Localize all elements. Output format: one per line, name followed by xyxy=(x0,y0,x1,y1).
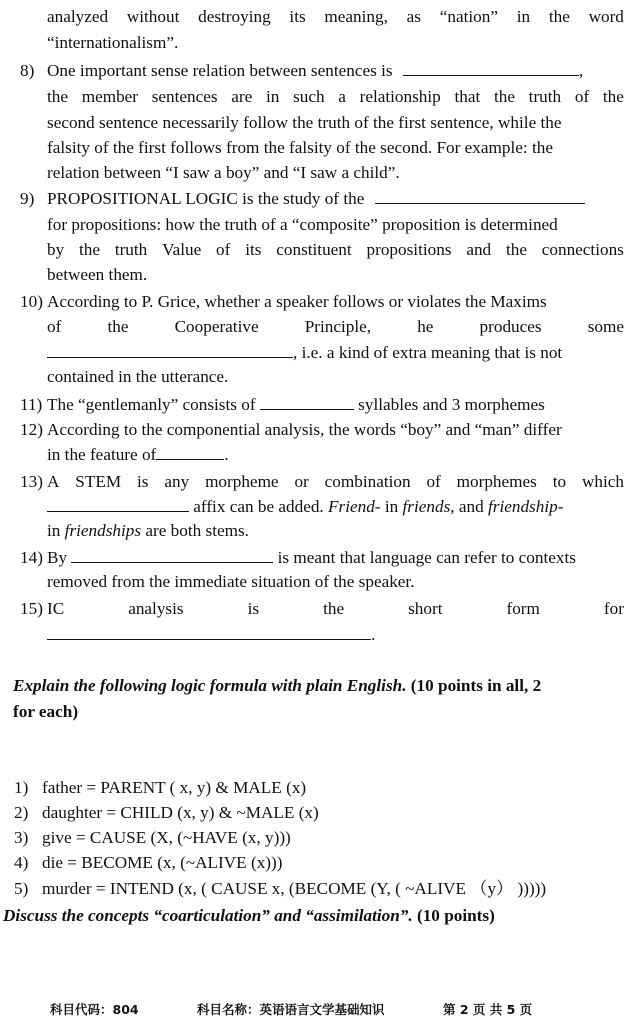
q8-line4: falsity of the first follows from the falsity of the second. For example: the xyxy=(47,138,553,157)
q14-answer-blank[interactable] xyxy=(71,545,273,563)
word: sentences xyxy=(151,87,218,106)
word: to xyxy=(552,472,567,491)
word: the xyxy=(602,87,624,106)
q8-line1 xyxy=(47,58,583,83)
q7-line1 xyxy=(47,4,624,29)
q13-text-a: affix can be added. xyxy=(193,497,324,516)
q9-number: 9) xyxy=(20,189,35,208)
q11-suffix: syllables and 3 morphemes xyxy=(358,395,545,414)
logic-item-number: 2) xyxy=(14,803,29,822)
q14-number: 14) xyxy=(20,548,43,567)
q14-suffix: is meant that language can refer to contexts xyxy=(277,548,576,567)
word: morphemes xyxy=(456,472,537,491)
q13-line2 xyxy=(47,494,563,519)
word: morpheme xyxy=(205,472,279,491)
q9-line3 xyxy=(47,237,624,262)
q11-line1 xyxy=(47,392,545,417)
word: Value xyxy=(162,240,202,259)
word: in xyxy=(516,7,531,26)
word: of xyxy=(574,87,590,106)
word: such xyxy=(293,87,325,106)
q12-line2 xyxy=(47,442,229,467)
q9-line4: between them. xyxy=(47,265,148,284)
word: of xyxy=(216,240,231,259)
word: its xyxy=(289,7,306,26)
q8-answer-blank[interactable] xyxy=(403,58,579,76)
q13-text-stems: are both stems. xyxy=(145,521,249,540)
q13-line1 xyxy=(47,469,624,494)
logic-heading-points-cont: for each) xyxy=(13,702,79,721)
q8-line3: second sentence necessarily follow the truth of the first sentence, while the xyxy=(47,113,562,132)
word: produces xyxy=(479,317,542,336)
footer-subject-name: 科目名称：英语语言文学基础知识 xyxy=(197,1002,385,1017)
word: by xyxy=(47,240,65,259)
word: analysis xyxy=(128,599,184,618)
q13-text-friends: friends xyxy=(402,497,451,516)
q10-answer-blank[interactable] xyxy=(47,340,293,358)
logic-item-formula: give = CAUSE (X, (~HAVE (x, y))) xyxy=(42,828,291,847)
q8-number: 8) xyxy=(20,61,35,80)
q15-number: 15) xyxy=(20,599,43,618)
footer-page-info: 第 2 页 共 5 页 xyxy=(443,1002,533,1017)
q13-text-friendships: friendships xyxy=(64,521,142,540)
word: Principle, xyxy=(304,317,372,336)
word: the xyxy=(107,317,129,336)
q7-line2: “internationalism”. xyxy=(47,33,179,52)
logic-heading-points: (10 points in all, 2 xyxy=(410,676,542,695)
word: truth xyxy=(114,240,148,259)
word: destroying xyxy=(198,7,271,26)
q14-line1 xyxy=(47,545,576,570)
word: connections xyxy=(541,240,624,259)
q15-line1 xyxy=(47,596,624,621)
word: he xyxy=(417,317,434,336)
word: combination xyxy=(324,472,411,491)
q9-line2: for propositions: how the truth of a “composite” proposition is determined xyxy=(47,215,558,234)
word: as xyxy=(406,7,421,26)
word: any xyxy=(164,472,190,491)
q8-prefix: One important sense relation between sentences is xyxy=(47,61,393,80)
logic-item-formula: die = BECOME (x, (~ALIVE (x))) xyxy=(42,853,283,872)
word: the xyxy=(493,87,515,106)
q14-prefix: By xyxy=(47,548,68,567)
word: the xyxy=(548,7,570,26)
q9-line1 xyxy=(47,186,585,211)
word: or xyxy=(294,472,309,491)
q12-suffix: . xyxy=(224,445,229,464)
word: member xyxy=(81,87,139,106)
word: word xyxy=(588,7,624,26)
q9-prefix: PROPOSITIONAL LOGIC is the study of the xyxy=(47,189,365,208)
word: the xyxy=(323,599,345,618)
q13-text-in2: in xyxy=(47,521,61,540)
q15-suffix: . xyxy=(371,625,376,644)
q13-number: 13) xyxy=(20,472,43,491)
word: which xyxy=(581,472,624,491)
discuss-section-heading xyxy=(3,903,495,928)
q13-answer-blank[interactable] xyxy=(47,494,189,512)
word: Cooperative xyxy=(174,317,259,336)
q15-line2 xyxy=(47,622,375,647)
q10-line3 xyxy=(47,340,562,365)
discuss-heading-text: Discuss the concepts “coarticulation” and “assimilation”. xyxy=(3,906,413,925)
word: its xyxy=(245,240,262,259)
q13-text-friendship: friendship- xyxy=(487,497,564,516)
logic-item-formula: father = PARENT ( x, y) & MALE (x) xyxy=(42,778,307,797)
logic-heading-text: Explain the following logic formula with plain English. xyxy=(13,676,407,695)
q10-suffix: , i.e. a kind of extra meaning that is not xyxy=(293,343,563,362)
word: “nation” xyxy=(439,7,498,26)
word: for xyxy=(603,599,624,618)
word: and xyxy=(466,240,492,259)
q12-answer-blank[interactable] xyxy=(156,442,224,460)
q10-line2 xyxy=(47,314,624,339)
q10-line1: According to P. Grice, whether a speaker follows or violates the Maxims xyxy=(47,292,547,311)
word: relationship xyxy=(359,87,441,106)
q8-suffix: , xyxy=(578,61,584,80)
word: in xyxy=(265,87,280,106)
logic-item-formula: murder = INTEND (x, ( CAUSE x, (BECOME (Y, ( ~ALIVE （y） ))))) xyxy=(42,879,547,898)
word: the xyxy=(47,87,68,106)
logic-item-formula: daughter = CHILD (x, y) & ~MALE (x) xyxy=(42,803,319,822)
word: is xyxy=(247,599,260,618)
word: of xyxy=(426,472,441,491)
word: short xyxy=(408,599,443,618)
word: some xyxy=(587,317,624,336)
footer-subject-code: 科目代码：804 xyxy=(50,1002,139,1017)
word: meaning, xyxy=(324,7,388,26)
q13-text-and: , and xyxy=(450,497,484,516)
q11-prefix: The “gentlemanly” consists of xyxy=(47,395,256,414)
q11-number: 11) xyxy=(20,395,43,414)
logic-section-heading xyxy=(13,673,624,698)
word: without xyxy=(126,7,180,26)
q8-line5: relation between “I saw a boy” and “I saw a child”. xyxy=(47,163,400,182)
logic-item-number: 5) xyxy=(14,879,29,898)
q14-line2: removed from the immediate situation of the speaker. xyxy=(47,572,415,591)
discuss-heading-points: (10 points) xyxy=(416,906,495,925)
word: STEM xyxy=(75,472,122,491)
word: constituent xyxy=(276,240,352,259)
word: form xyxy=(506,599,540,618)
word: analyzed xyxy=(47,7,109,26)
word: are xyxy=(231,87,253,106)
logic-item-number: 4) xyxy=(14,853,29,872)
q11-answer-blank[interactable] xyxy=(260,392,354,410)
word: truth xyxy=(528,87,562,106)
q12-line1: According to the componential analysis, the words “boy” and “man” differ xyxy=(47,420,562,439)
word: is xyxy=(137,472,149,491)
word: a xyxy=(338,87,346,106)
q10-number: 10) xyxy=(20,292,43,311)
q10-line4: contained in the utterance. xyxy=(47,367,229,386)
word: A xyxy=(47,472,60,491)
logic-item-number: 1) xyxy=(14,778,29,797)
logic-item-number: 3) xyxy=(14,828,29,847)
q12-prefix: in the feature of xyxy=(47,445,157,464)
q9-answer-blank[interactable] xyxy=(375,186,585,204)
word: IC xyxy=(47,599,65,618)
q8-line2 xyxy=(47,84,624,109)
q12-number: 12) xyxy=(20,420,43,439)
q13-text-in: in xyxy=(384,497,399,516)
q15-answer-blank[interactable] xyxy=(47,622,371,640)
q13-line3 xyxy=(47,518,249,543)
word: of xyxy=(47,317,62,336)
q13-text-friend: Friend- xyxy=(328,497,381,516)
word: the xyxy=(79,240,100,259)
word: the xyxy=(505,240,527,259)
word: that xyxy=(454,87,481,106)
word: propositions xyxy=(366,240,452,259)
